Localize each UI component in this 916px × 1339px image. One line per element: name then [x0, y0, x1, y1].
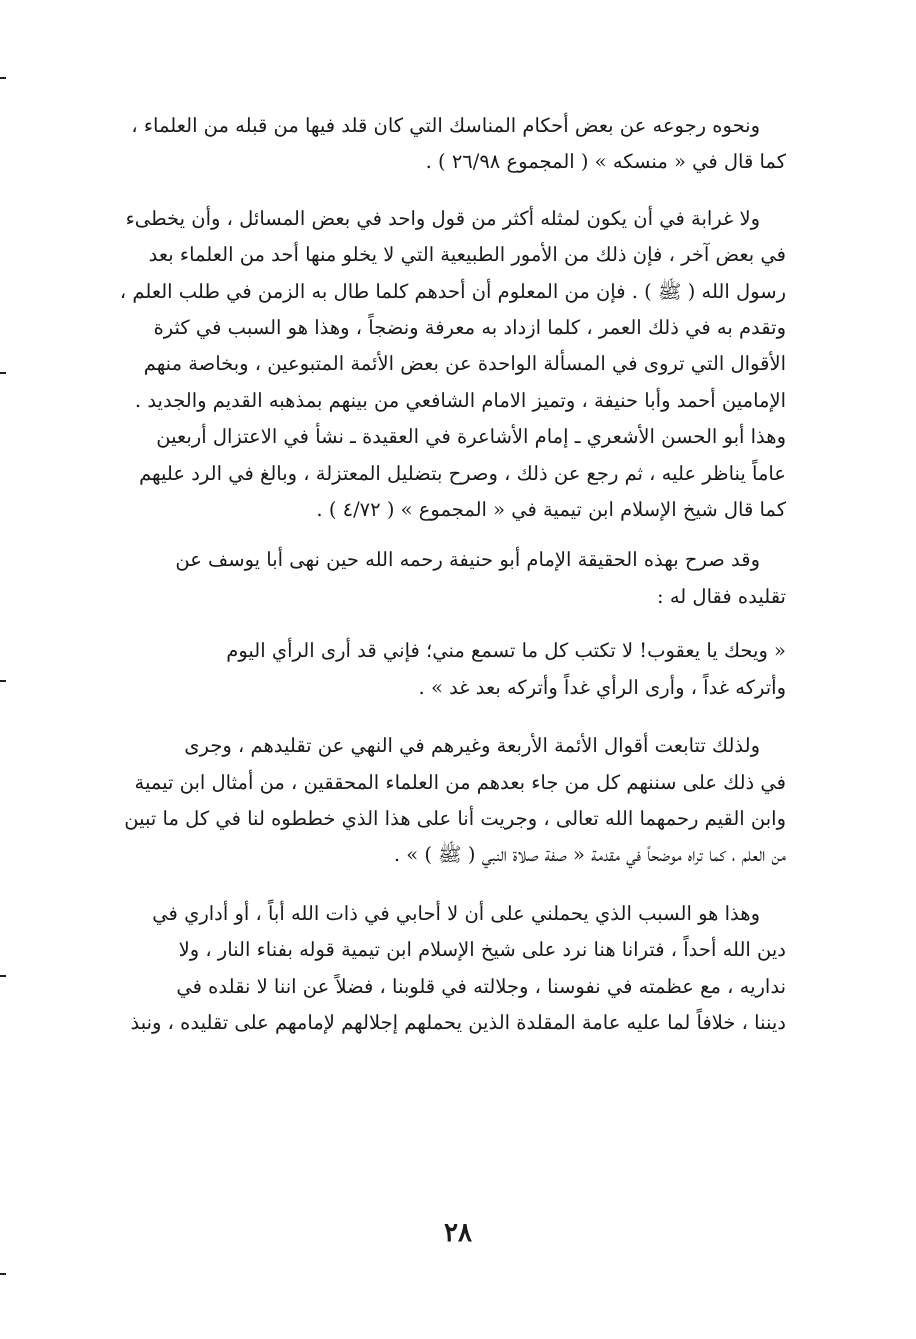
text-line: وقد صرح بهذه الحقيقة الإمام أبو حنيفة رحمه الله حين نهى أبا يوسف عن: [175, 548, 760, 572]
text-line: وأتركه غداً ، وأرى الرأي غداً وأتركه بعد غد » .: [418, 675, 786, 699]
text-line: وتقدم به في ذلك العمر ، كلما ازداد به معرفة ونضجاً ، وهذا هو السبب في كثرة: [153, 316, 786, 340]
text-line: رسول الله ( ﷺ ) . فإن من المعلوم أن أحدهم كلما طال به الزمن في طلب العلم ،: [119, 279, 786, 303]
margin-tick: [0, 680, 6, 682]
text-line: دين الله أحداً ، فترانا هنا نرد على شيخ الإسلام ابن تيمية قوله بفناء النار ، ولا: [178, 938, 786, 962]
text-line: ولذلك تتابعت أقوال الأئمة الأربعة وغيرهم في النهي عن تقليدهم ، وجرى: [184, 734, 760, 758]
text-line: الإمامين أحمد وأبا حنيفة ، وتميز الامام الشافعي من بينهم بمذهبه القديم والجديد .: [134, 388, 786, 412]
text-line: كما قال في « منسكه » ( المجموع ٢٦/٩٨ ) .: [425, 150, 786, 174]
paragraph-5: [92, 728, 786, 874]
text-line: وهذا هو السبب الذي يحملني على أن لا أحابي في ذات الله أباً ، أو أداري في: [152, 901, 760, 925]
quotation-paragraph: [92, 633, 786, 706]
text-line: كما قال شيخ الإسلام ابن تيمية في « المجموع » ( ٤/٧٢ ) .: [316, 498, 786, 522]
margin-tick: [0, 372, 6, 374]
text-line: في بعض آخر ، فإن ذلك من الأمور الطبيعية التي لا يخلو منها أحد من العلماء بعد: [148, 243, 786, 267]
text-line: عاماً يناظر عليه ، ثم رجع عن ذلك ، وصرح بتضليل المعتزلة ، وبالغ في الرد عليهم: [139, 461, 786, 485]
text-line: وابن القيم رحمهما الله تعالى ، وجريت أنا على هذا الذي خططوه لنا في كل ما تبين: [124, 806, 786, 830]
margin-tick: [0, 1273, 6, 1275]
paragraph-1: [92, 108, 786, 181]
text-line: تقليده فقال له :: [657, 584, 786, 608]
text-line: ونحوه رجوعه عن بعض أحكام المناسك التي كان قلد فيها من قبله من العلماء ،: [131, 114, 760, 137]
text-line: « ويحك يا يعقوب! لا تكتب كل ما تسمع مني؛ فإني قد أرى الرأي اليوم: [226, 639, 786, 663]
margin-tick: [0, 77, 6, 79]
page-body: [92, 108, 786, 1041]
margin-tick: [0, 975, 6, 977]
text-line: من العلم ، كما تراه موضحاً في مقدمة « صفة صلاة النبي ( ﷺ ) » .: [393, 843, 786, 867]
text-line: نداريه ، مع عظمته في نفوسنا ، وجلالته في قلوبنا ، فضلاً عن اننا لا نقلده في: [176, 974, 786, 998]
text-line: ديننا ، خلافاً لما عليه عامة المقلدة الذين يحملهم إجلالهم لإمامهم على تقليده ، ونبذ: [130, 1010, 786, 1034]
paragraph-2: [92, 201, 786, 529]
text-line: ولا غرابة في أن يكون لمثله أكثر من قول واحد في بعض المسائل ، وأن يخطىء: [125, 206, 760, 230]
paragraph-3: [92, 542, 786, 615]
paragraph-6: [92, 896, 786, 1042]
text-line: في ذلك على سننهم كل من جاء بعدهم من العلماء المحققين ، من أمثال ابن تيمية: [134, 770, 786, 794]
text-line: الأقوال التي تروى في المسألة الواحدة عن بعض الأئمة المتبوعين ، وبخاصة منهم: [143, 352, 786, 376]
page-number: ٢٨: [444, 1218, 472, 1248]
text-line: وهذا أبو الحسن الأشعري ـ إمام الأشاعرة في العقيدة ـ نشأ في الاعتزال أربعين: [156, 425, 786, 449]
